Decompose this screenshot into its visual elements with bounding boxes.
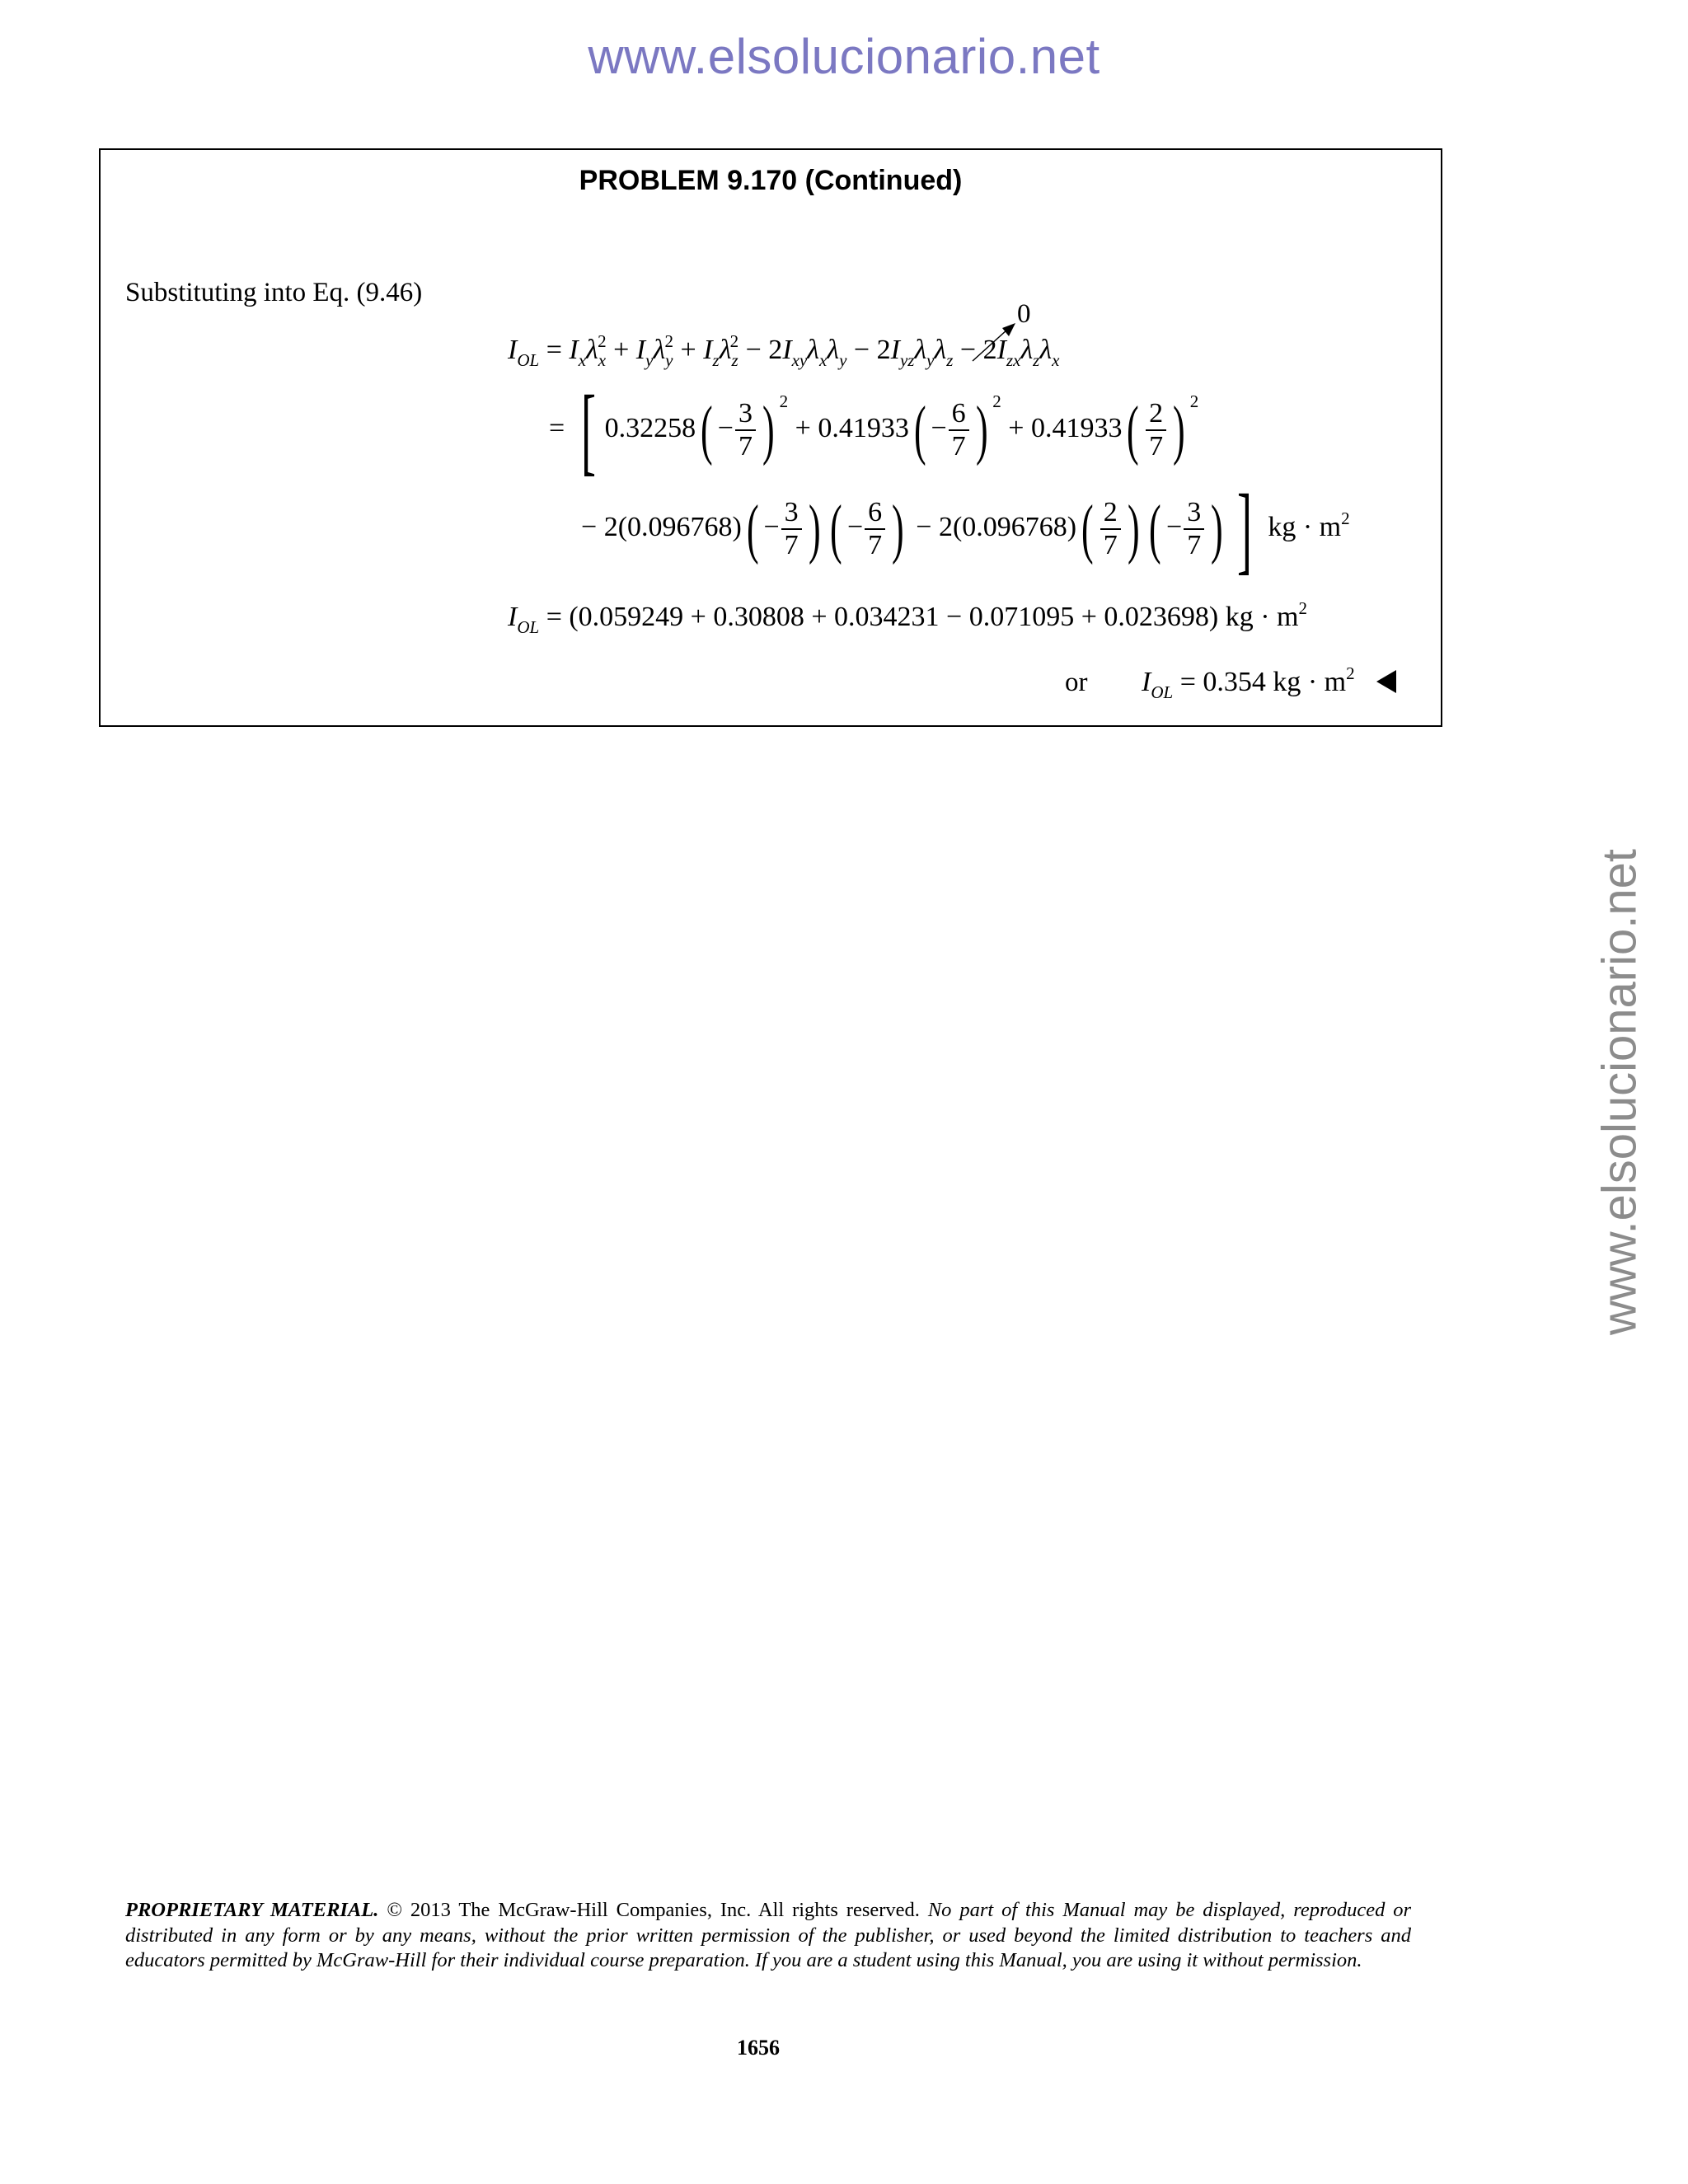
- page-number: 1656: [737, 2036, 780, 2060]
- watermark-side: www.elsolucionario.net: [1592, 849, 1647, 1335]
- equation-line-4: $I_{OL} = (0.059249 + 0.30808 + 0.034231 - 0.071095 + 0.023698)$ kg · $m^2$: [508, 598, 1307, 637]
- footer-copyright: © 2013 The McGraw-Hill Companies, Inc. All rights reserved.: [387, 1899, 920, 1921]
- problem-title: PROBLEM 9.170 (Continued): [579, 165, 963, 196]
- answer-marker-icon: [1376, 670, 1396, 693]
- eq1-equals: =: [546, 335, 562, 365]
- eq1-lhs-symbol: I: [508, 335, 518, 365]
- intro-text: Substituting into Eq. (9.46): [125, 278, 423, 307]
- equation-line-3: − 2(0.096768)( − $\frac{3}{7}$ ) ( − $\frac{6}{7}$ ) − 2(0.096768)( $\frac{2}{7}$ ) ( − $\frac{3}{7}$ ) ] kg · $m^2$: [581, 474, 1350, 583]
- copyright-footer: [125, 1898, 1411, 1974]
- eq1-lhs-subscript: OL: [517, 350, 540, 370]
- answer-or-label: or: [1065, 668, 1088, 697]
- equation-line-2: = [ 0.32258( − $\frac{3}{7}$ ) $^2$ + 0.41933( − $\frac{6}{7}$ ) $^2$ + 0.41933( $\frac{2}{7}$ ) $^2$: [549, 375, 1199, 485]
- footer-notice: No part of this Manual may be displayed, reproduced or distributed in any form or by any means, without the prior written permission of the publisher, or used beyond the limited distribution to teachers and educators permitted by McGraw-Hill for their individual course preparation. If you are a student using this Manual, you are using it without permission.: [125, 1899, 1412, 1971]
- footer-lead: PROPRIETARY MATERIAL.: [125, 1899, 379, 1921]
- zero-annotation: 0: [1017, 299, 1031, 329]
- equation-line-1: $I_{OL} = I_x\lambda_x^2 + I_y\lambda_y^2 + I_z\lambda_z^2 - 2I_{xy}\lambda_x\lambda_y - 2I_{yz}\lambda_y\lambda_z - 2I_{zx}\lambda_z\lambda_x$: [508, 331, 1060, 370]
- watermark-top: www.elsolucionario.net: [588, 29, 1100, 84]
- answer-equation: $I_{OL} = 0.354$ kg · $m^2$: [1142, 663, 1355, 702]
